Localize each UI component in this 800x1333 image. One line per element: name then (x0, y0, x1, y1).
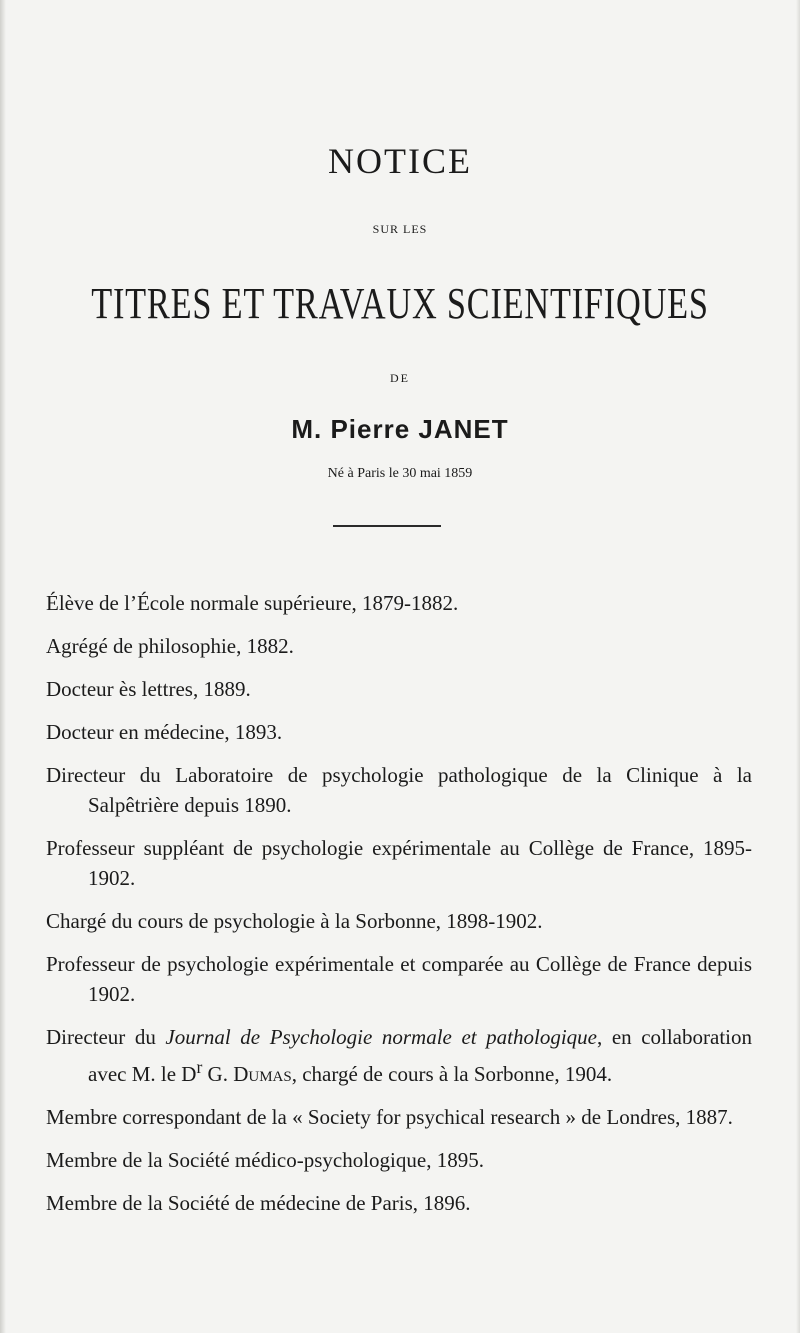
name-initial: G. (202, 1062, 234, 1086)
journal-title: Journal de Psychologie normale et pathologique (165, 1025, 597, 1049)
list-item: Membre de la Société de médecine de Paris, 1896. (46, 1191, 471, 1215)
doctor-abbrev-sup: r (196, 1057, 203, 1077)
entry-text-post: , chargé de cours à la Sorbonne, 1904. (291, 1062, 613, 1086)
author-name: M. Pierre JANET (291, 414, 509, 444)
titles-list (46, 588, 752, 1231)
page-edge-left (0, 0, 6, 1333)
list-item: Professeur suppléant de psychologie expérimentale au Collège de France, 1895-1902. (46, 836, 752, 890)
divider-rule (333, 525, 441, 527)
list-item: Membre de la Société médico-psychologique, 1895. (46, 1148, 484, 1172)
list-item: Élève de l’École normale supérieure, 1879-1882. (46, 591, 459, 615)
list-item: Membre correspondant de la « Society for psychical research » de Londres, 1887. (46, 1105, 733, 1129)
list-item: Professeur de psychologie expérimentale et comparée au Collège de France depuis 1902. (46, 952, 752, 1006)
list-item-journal (46, 1022, 752, 1089)
list-item: Docteur ès lettres, 1889. (46, 677, 251, 701)
page-title: NOTICE (328, 141, 472, 181)
de-label: DE (390, 371, 410, 385)
sur-les-label: SUR LES (372, 222, 428, 236)
entry-text-mid: , en collaboration avec M. le D (88, 1025, 752, 1086)
name-small-caps: Dumas (233, 1062, 292, 1086)
page-edge-right (796, 0, 800, 1333)
list-item: Chargé du cours de psychologie à la Sorbonne, 1898-1902. (46, 909, 543, 933)
list-item: Directeur du Laboratoire de psychologie pathologique de la Clinique à la Salpêtrière depuis 1890. (46, 763, 752, 817)
subtitle: TITRES ET TRAVAUX SCIENTIFIQUES (91, 279, 709, 328)
list-item: Docteur en médecine, 1893. (46, 720, 283, 744)
entry-text-pre: Directeur du (46, 1025, 166, 1049)
list-item: Agrégé de philosophie, 1882. (46, 634, 294, 658)
birth-info: Né à Paris le 30 mai 1859 (327, 466, 473, 481)
